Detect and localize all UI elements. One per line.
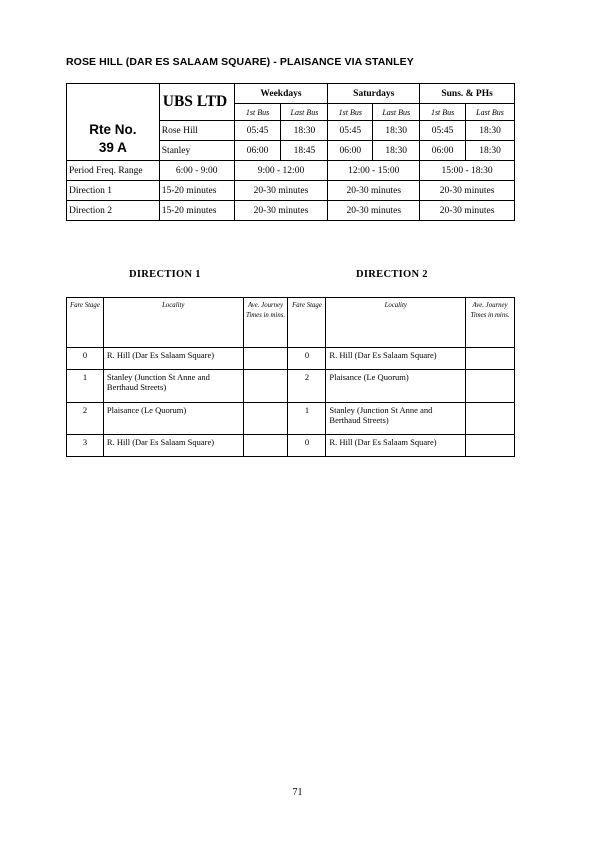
locality: R. Hill (Dar Es Salaam Square) xyxy=(103,348,243,370)
time-cell: 18:30 xyxy=(373,121,420,141)
route-cell xyxy=(67,84,160,161)
schedule-table xyxy=(66,83,515,221)
sub-header: 1st Bus xyxy=(328,104,373,121)
direction-2-heading: DIRECTION 2 xyxy=(356,269,428,280)
journey-time-header: Ave. Journey Times in mins. xyxy=(466,298,515,348)
locality: Stanley (Junction St Anne and Berthaud Streets) xyxy=(326,403,466,435)
fare-row xyxy=(67,435,515,457)
fare-stage: 0 xyxy=(288,435,326,457)
locality: Stanley (Junction St Anne and Berthaud Streets) xyxy=(103,370,243,403)
direction-2-row xyxy=(67,201,515,221)
locality: R. Hill (Dar Es Salaam Square) xyxy=(103,435,243,457)
time-cell: 18:30 xyxy=(466,141,515,161)
fare-stage: 0 xyxy=(288,348,326,370)
stop-name: Rose Hill xyxy=(159,121,234,141)
fare-row xyxy=(67,348,515,370)
fare-header-row xyxy=(67,298,515,348)
day-group-saturdays: Saturdays xyxy=(328,84,420,104)
range-cell: 9:00 - 12:00 xyxy=(234,161,328,181)
sub-header: Last Bus xyxy=(466,104,515,121)
day-group-weekdays: Weekdays xyxy=(234,84,328,104)
fare-stage: 1 xyxy=(288,403,326,435)
fare-stage: 1 xyxy=(67,370,104,403)
range-cell: 15:00 - 18:30 xyxy=(420,161,515,181)
time-cell: 18:30 xyxy=(466,121,515,141)
fare-stage: 3 xyxy=(67,435,104,457)
time-cell: 06:00 xyxy=(234,141,281,161)
fare-row xyxy=(67,370,515,403)
fare-stage-header: Fare Stage xyxy=(288,298,326,348)
route-label: Rte No. xyxy=(89,122,137,137)
fare-stage: 2 xyxy=(67,403,104,435)
locality: R. Hill (Dar Es Salaam Square) xyxy=(326,435,466,457)
page-number: 71 xyxy=(292,787,303,798)
fare-stage: 0 xyxy=(67,348,104,370)
fare-stage-table xyxy=(66,297,515,457)
freq-cell: 20-30 minutes xyxy=(234,181,328,201)
freq-cell: 20-30 minutes xyxy=(420,201,515,221)
operator-name: UBS LTD xyxy=(159,84,234,121)
time-cell: 05:45 xyxy=(234,121,281,141)
freq-cell: 15-20 minutes xyxy=(159,181,234,201)
freq-range-row xyxy=(67,161,515,181)
time-cell: 18:30 xyxy=(373,141,420,161)
journey-time xyxy=(243,370,288,403)
freq-cell: 15-20 minutes xyxy=(159,201,234,221)
fare-stage: 2 xyxy=(288,370,326,403)
journey-time xyxy=(466,403,515,435)
row-label: Period Freq. Range xyxy=(67,161,160,181)
fare-stage-header: Fare Stage xyxy=(67,298,104,348)
freq-cell: 20-30 minutes xyxy=(420,181,515,201)
sub-header: Last Bus xyxy=(373,104,420,121)
range-cell: 12:00 - 15:00 xyxy=(328,161,420,181)
sub-header: 1st Bus xyxy=(420,104,466,121)
time-cell: 18:30 xyxy=(281,121,328,141)
time-cell: 06:00 xyxy=(420,141,466,161)
journey-time-header: Ave. Journey Times in mins. xyxy=(243,298,288,348)
freq-cell: 20-30 minutes xyxy=(328,181,420,201)
freq-cell: 20-30 minutes xyxy=(328,201,420,221)
locality: R. Hill (Dar Es Salaam Square) xyxy=(326,348,466,370)
journey-time xyxy=(243,435,288,457)
route-number: 39 A xyxy=(98,140,127,155)
sub-header: 1st Bus xyxy=(234,104,281,121)
journey-time xyxy=(466,370,515,403)
time-cell: 05:45 xyxy=(328,121,373,141)
stop-name: Stanley xyxy=(159,141,234,161)
journey-time xyxy=(243,403,288,435)
locality-header: Locality xyxy=(326,298,466,348)
row-label: Direction 2 xyxy=(67,201,160,221)
journey-time xyxy=(466,348,515,370)
locality: Plaisance (Le Quorum) xyxy=(103,403,243,435)
fare-row xyxy=(67,403,515,435)
day-group-sundays: Suns. & PHs xyxy=(420,84,515,104)
direction-1-row xyxy=(67,181,515,201)
freq-cell: 20-30 minutes xyxy=(234,201,328,221)
page-title: ROSE HILL (DAR ES SALAAM SQUARE) - PLAISANCE VIA STANLEY xyxy=(66,56,414,68)
time-cell: 06:00 xyxy=(328,141,373,161)
sub-header: Last Bus xyxy=(281,104,328,121)
time-cell: 18:45 xyxy=(281,141,328,161)
range-cell: 6:00 - 9:00 xyxy=(159,161,234,181)
journey-time xyxy=(243,348,288,370)
row-label: Direction 1 xyxy=(67,181,160,201)
locality-header: Locality xyxy=(103,298,243,348)
time-cell: 05:45 xyxy=(420,121,466,141)
direction-1-heading: DIRECTION 1 xyxy=(129,269,201,280)
locality: Plaisance (Le Quorum) xyxy=(326,370,466,403)
journey-time xyxy=(466,435,515,457)
